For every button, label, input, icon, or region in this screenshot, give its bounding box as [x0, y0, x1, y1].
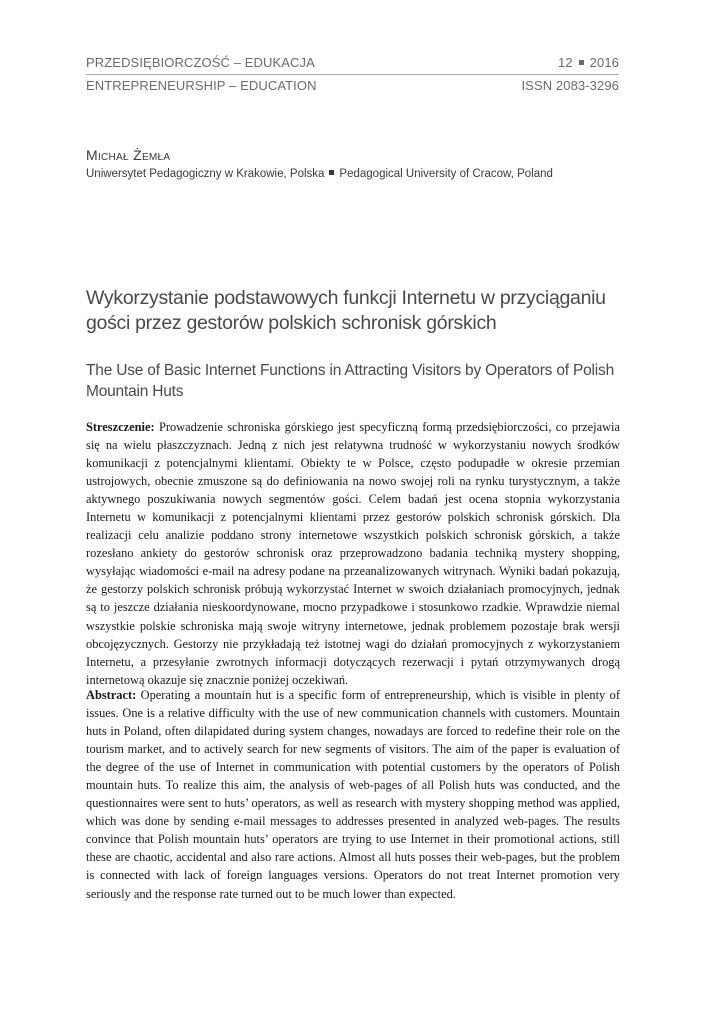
journal-header	[86, 52, 619, 97]
journal-name-en: ENTREPRENEURSHIP – EDUCATION	[86, 78, 317, 93]
abstract-en-label: Abstract:	[86, 688, 137, 702]
issue-number: 12	[558, 55, 573, 70]
author-affiliation	[86, 166, 626, 183]
article-title-en: The Use of Basic Internet Functions in Attracting Visitors by Operators of Polish Mountain Huts	[86, 362, 614, 400]
header-row-en	[86, 75, 619, 97]
abstract-pl-text: Prowadzenie schroniska górskiego jest specyficzną formą przedsiębiorczości, co przejawia się na wielu płaszczyznach. Jedną z nich jest relatywna trudność w wykorzystaniu nowych środków komunikacji z potencjalnymi klientami. Obiekty te w Polsce, często podupadłe w okresie przemian ustrojowych, obecnie zmuszone są do definiowania na nowo swojej roli na rynku turystycznym, a także aktywnego poszukiwania nowych segmentów gości. Celem badań jest ocena stopnia wykorzystania Internetu w komunikacji z potencjalnymi klientami przez gestorów polskich schronisk górskich. Dla realizacji celu analizie poddano strony internetowe wszystkich polskich schronisk górskich, a także rozesłano ankiety do gestorów schronisk oraz przeprowadzono badania techniką mystery shopping, wysyłając wiadomości e-mail na adresy podane na przeanalizowanych witrynach. Wyniki badań pokazują, że gestorzy polskich schronisk próbują wykorzystać Internet w swoich działaniach promocyjnych, jednak są to jeszcze działania nieskoordynowane, mocno przypadkowe i stosunkowo rzadkie. Wprawdzie niemal wszystkie polskie schroniska mają swoje witryny internetowe, jednak problemem pozostaje brak wersji obcojęzycznych. Gestorzy nie przykładają też istotnej wagi do działań promocyjnych z wykorzystaniem Internetu, a przesyłanie zwrotnych informacji dotyczących rezerwacji i pytań otrzymywanych drogą internetową okazuje się znacznie poniżej oczekiwań.	[86, 420, 620, 687]
issue-info	[558, 52, 619, 74]
abstract-pl-label: Streszczenie:	[86, 420, 155, 434]
abstract-en-text: Operating a mountain hut is a specific form of entrepreneurship, which is visible in plenty of issues. One is a relative difficulty with the use of new communication channels with customers. Mountain huts in Poland, often dilapidated during system changes, nowadays are forced to redefine their role on the tourism market, and to actively search for new segments of visitors. The aim of the paper is evaluation of the degree of the use of Internet in communication with potential customers by the operators of Polish mountain huts. To realize this aim, the analysis of web-pages of all Polish huts was conducted, and the questionnaires were sent to huts’ operators, as well as research with mystery shopping method was applied, which was done by sending e-mail messages to addresses presented in analyzed web-pages. The results convince that Polish mountain huts’ operators are trying to use Internet in their promotional actions, still these are chaotic, accidental and also rare actions. Almost all huts posses their web-pages, but the problem is connected with lack of foreign languages versions. Operators do not treat Internet promotion very seriously and the response rate turned out to be much lower than expected.	[86, 688, 620, 901]
header-row-pl	[86, 52, 619, 75]
author-block	[86, 146, 626, 183]
author-name: Michał Żemła	[86, 147, 171, 163]
affiliation-en: Pedagogical University of Cracow, Poland	[339, 168, 553, 180]
article-title-pl: Wykorzystanie podstawowych funkcji Internetu w przyciąganiu gości przez gestorów polskich schronisk górskich	[86, 287, 606, 334]
square-separator-icon	[329, 170, 334, 175]
issn: ISSN 2083-3296	[521, 78, 619, 93]
abstract-en	[86, 686, 620, 903]
affiliation-pl: Uniwersytet Pedagogiczny w Krakowie, Polska	[86, 168, 325, 180]
journal-name-pl: PRZEDSIĘBIORCZOŚĆ – EDUKACJA	[86, 55, 315, 70]
abstract-pl	[86, 418, 620, 689]
square-separator-icon	[579, 60, 584, 65]
issue-year: 2016	[589, 55, 619, 70]
